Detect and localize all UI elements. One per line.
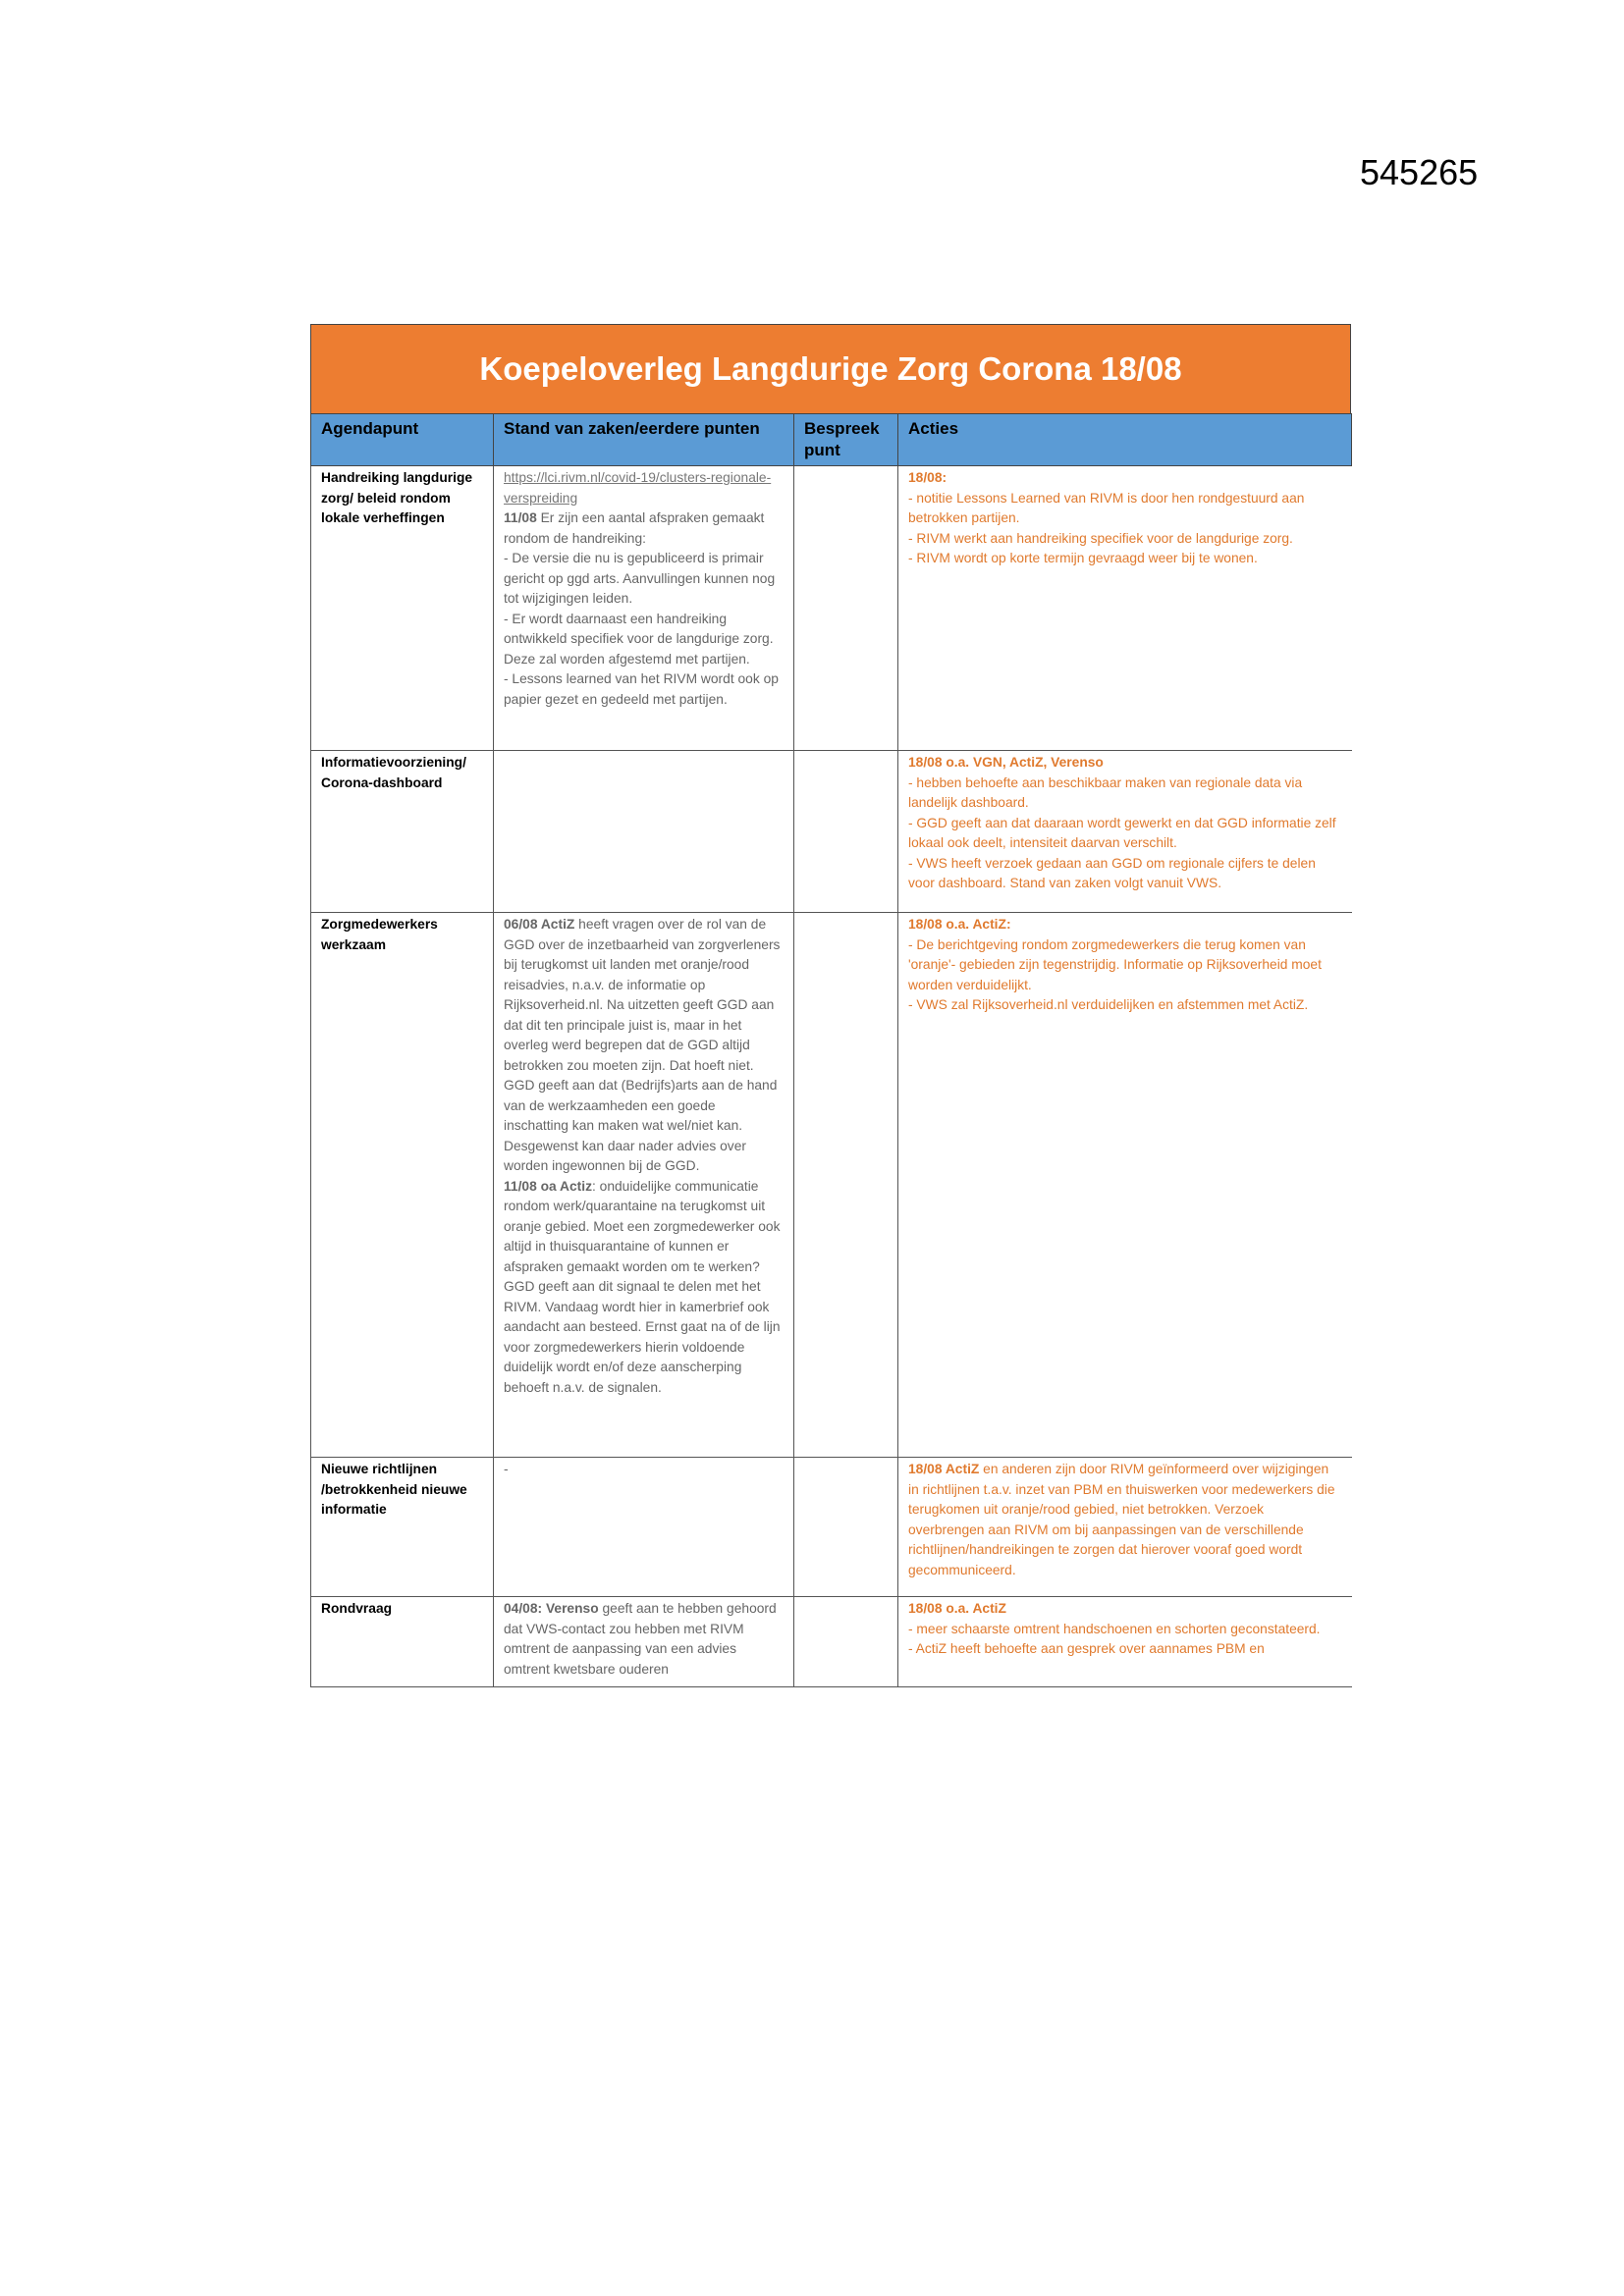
actions-head: 18/08 ActiZ <box>908 1462 980 1476</box>
agenda-cell: Handreiking langdurige zorg/ beleid rondom lokale verheffingen <box>311 466 494 751</box>
bespreek-cell <box>794 1458 898 1597</box>
bespreek-cell <box>794 1597 898 1687</box>
actions-line: - De berichtgeving rondom zorgmedewerkers die terug komen van 'oranje'- gebieden zijn tegenstrijdig. Informatie op Rijksoverheid moet worden verduidelijkt. <box>908 936 1322 992</box>
actions-cell <box>898 1458 1352 1597</box>
status-date: 11/08 oa Actiz <box>504 1178 592 1194</box>
bespreek-cell <box>794 466 898 751</box>
status-date: 11/08 <box>504 510 537 525</box>
agenda-cell: Informatievoorziening/ Corona-dashboard <box>311 751 494 913</box>
table-row <box>311 913 1352 1458</box>
status-line: - Er wordt daarnaast een handreiking ontwikkeld specifiek voor de langdurige zorg. Deze zal worden afgestemd met partijen. <box>504 611 774 667</box>
table-row <box>311 466 1352 751</box>
header-bespreek: Bespreek punt <box>794 414 898 466</box>
actions-line: - notitie Lessons Learned van RIVM is door hen rondgestuurd aan betrokken partijen. <box>908 490 1305 525</box>
status-cell: - <box>494 1458 794 1597</box>
status-cell <box>494 913 794 1458</box>
agenda-table <box>310 413 1352 1687</box>
actions-cell <box>898 751 1352 913</box>
actions-head: 18/08: <box>908 470 947 485</box>
actions-line: - ActiZ heeft behoefte aan gesprek over aannames PBM en <box>908 1641 1265 1656</box>
header-status: Stand van zaken/eerdere punten <box>494 414 794 466</box>
status-text: : onduidelijke communicatie rondom werk/quarantaine na terugkomst uit oranje gebied. Moet een zorgmedewerker ook altijd in thuisquarantaine of kunnen er afspraken gemaakt worden om te werken? GGD geeft aan dit signaal te delen met het RIVM. Vandaag wordt hier in kamerbrief ook aandacht aan besteed. Ernst gaat na of de lijn voor zorgmedewerkers hierin voldoende duidelijk wordt en/of deze aanscherping behoeft n.a.v. de signalen. <box>504 1178 781 1395</box>
status-text: Er zijn een aantal afspraken gemaakt rondom de handreiking: <box>504 510 765 546</box>
header-agenda: Agendapunt <box>311 414 494 466</box>
agenda-cell: Rondvraag <box>311 1597 494 1687</box>
actions-head: 18/08 o.a. ActiZ <box>908 1601 1006 1616</box>
actions-cell <box>898 466 1352 751</box>
actions-cell <box>898 913 1352 1458</box>
status-text: heeft vragen over de rol van de GGD over de inzetbaarheid van zorgverleners bij terugkomst uit landen met oranje/rood reisadvies, n.a.v. de informatie op Rijksoverheid.nl. Na uitzetten geeft GGD aan dat dit ten principale juist is, maar in het overleg werd begrepen dat de GGD altijd betrokken zou moeten zijn. Dat hoeft niet. GGD geeft aan dat (Bedrijfs)arts aan de hand van de werkzaamheden een goede inschatting kan maken wat wel/niet kan. Desgewenst kan daar nader advies over worden ingewonnen bij de GGD. <box>504 917 781 1173</box>
status-cell <box>494 1597 794 1687</box>
actions-line: - GGD geeft aan dat daaraan wordt gewerkt en dat GGD informatie zelf lokaal ook deelt, intensiteit daarvan verschilt. <box>908 815 1336 850</box>
actions-line: - hebben behoefte aan beschikbaar maken van regionale data via landelijk dashboard. <box>908 774 1303 810</box>
status-cell <box>494 466 794 751</box>
status-line: - Lessons learned van het RIVM wordt ook op papier gezet en gedeeld met partijen. <box>504 671 779 707</box>
actions-cell <box>898 1597 1352 1687</box>
agenda-cell: Zorgmedewerkers werkzaam <box>311 913 494 1458</box>
status-cell <box>494 751 794 913</box>
agenda-cell: Nieuwe richtlijnen /betrokkenheid nieuwe informatie <box>311 1458 494 1597</box>
meeting-table-sheet <box>310 324 1351 1687</box>
table-row <box>311 751 1352 913</box>
status-date: 04/08: Verenso <box>504 1601 599 1616</box>
actions-head: 18/08 o.a. VGN, ActiZ, Verenso <box>908 755 1104 770</box>
table-row <box>311 1458 1352 1597</box>
table-header-row <box>311 414 1352 466</box>
table-title: Koepeloverleg Langdurige Zorg Corona 18/08 <box>310 324 1351 413</box>
status-date: 06/08 ActiZ <box>504 917 575 932</box>
actions-head: 18/08 o.a. ActiZ: <box>908 917 1011 932</box>
actions-line: - VWS heeft verzoek gedaan aan GGD om regionale cijfers te delen voor dashboard. Stand van zaken volgt vanuit VWS. <box>908 855 1316 890</box>
bespreek-cell <box>794 751 898 913</box>
document-id: 545265 <box>1360 152 1479 192</box>
actions-line: - meer schaarste omtrent handschoenen en schorten geconstateerd. <box>908 1621 1321 1636</box>
table-row <box>311 1597 1352 1687</box>
actions-line: - VWS zal Rijksoverheid.nl verduidelijken en afstemmen met ActiZ. <box>908 997 1309 1012</box>
status-text: geeft aan te hebben gehoord dat VWS-contact zou hebben met RIVM omtrent de aanpassing van een advies omtrent kwetsbare ouderen <box>504 1601 777 1677</box>
rivm-link[interactable]: https://lci.rivm.nl/covid-19/clusters-regionale-verspreiding <box>504 470 772 506</box>
actions-line: - RIVM wordt op korte termijn gevraagd weer bij te wonen. <box>908 551 1258 565</box>
bespreek-cell <box>794 913 898 1458</box>
status-line: - De versie die nu is gepubliceerd is primair gericht op ggd arts. Aanvullingen kunnen nog tot wijzigingen leiden. <box>504 551 776 606</box>
actions-line: - RIVM werkt aan handreiking specifiek voor de langdurige zorg. <box>908 530 1293 546</box>
actions-text: en anderen zijn door RIVM geïnformeerd over wijzigingen in richtlijnen t.a.v. inzet van PBM en thuiswerken voor medewerkers die terugkomen uit oranje/rood gebied, niet betrokken. Verzoek overbrengen aan RIVM om bij aanpassingen van de verschillende richtlijnen/handreikingen te zorgen dat hierover vooraf goed wordt gecommuniceerd. <box>908 1462 1335 1577</box>
header-acties: Acties <box>898 414 1352 466</box>
